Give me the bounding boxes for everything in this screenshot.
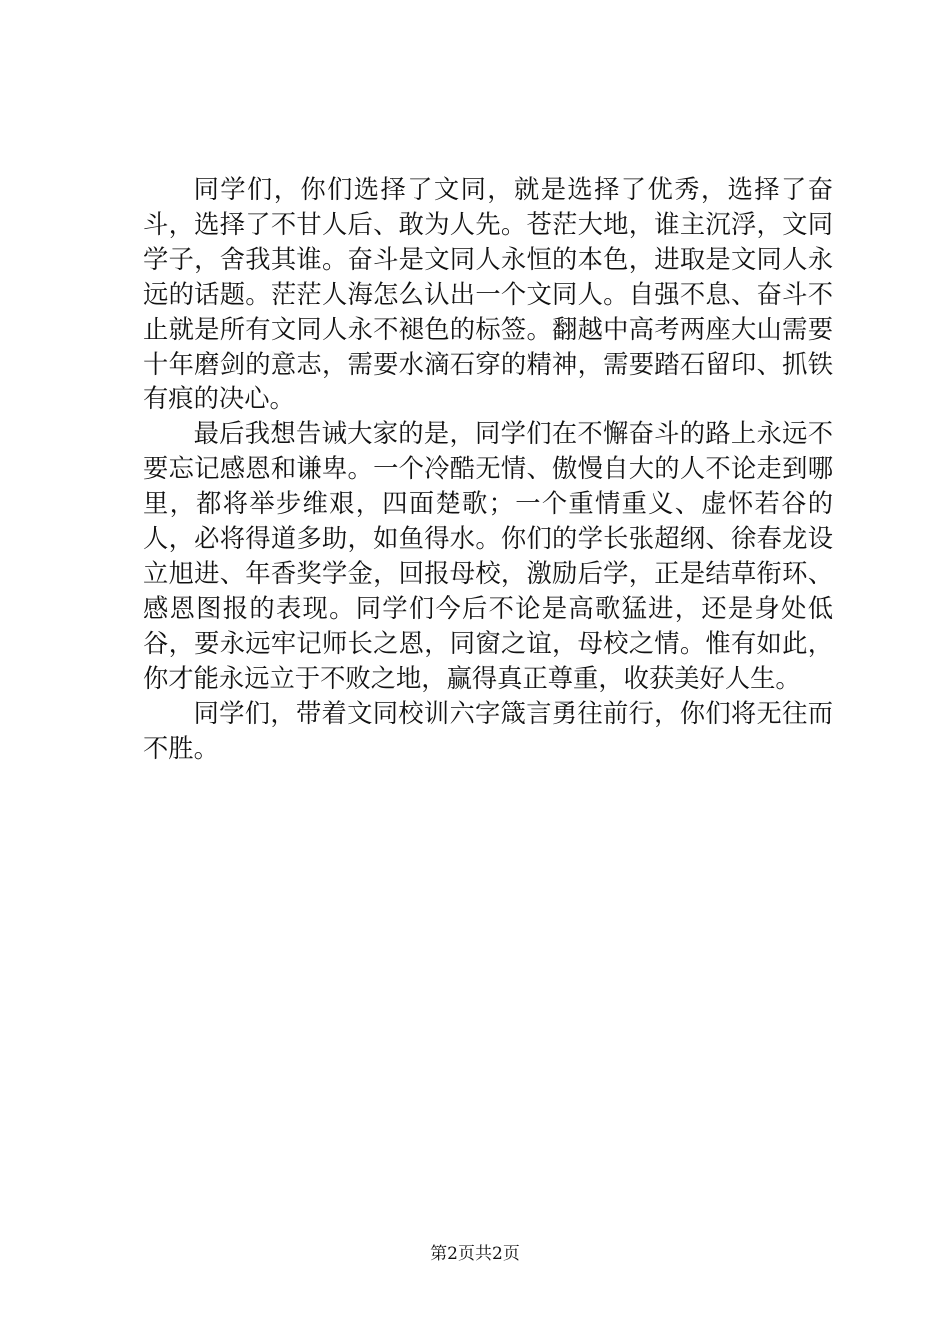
paragraph-2: 最后我想告诫大家的是，同学们在不懈奋斗的路上永远不要忘记感恩和谦卑。一个冷酷无情、傲慢自大的人不论走到哪里，都将举步维艰，四面楚歌；一个重情重义、虚怀若谷的人，必将得道多助，如鱼得水。你们的学长张超纲、徐春龙设立旭进、年香奖学金，回报母校，激励后学，正是结草衔环、感恩图报的表现。同学们今后不论是高歌猛进，还是身处低谷，要永远牢记师长之恩，同窗之谊，母校之情。惟有如此，你才能永远立于不败之地，赢得真正尊重，收获美好人生。 bbox=[143, 419, 833, 693]
page-footer bbox=[0, 1242, 950, 1266]
paragraph-3: 同学们，带着文同校训六字箴言勇往前行，你们将无往而不胜。 bbox=[143, 698, 833, 763]
paragraph-1: 同学们，你们选择了文同，就是选择了优秀，选择了奋斗，选择了不甘人后、敢为人先。苍茫大地，谁主沉浮，文同学子，舍我其谁。奋斗是文同人永恒的本色，进取是文同人永远的话题。茫茫人海怎么认出一个文同人。自强不息、奋斗不止就是所有文同人永不褪色的标签。翻越中高考两座大山需要十年磨剑的意志，需要水滴石穿的精神，需要踏石留印、抓铁有痕的决心。 bbox=[143, 175, 833, 414]
page-total: 共2页 bbox=[475, 1244, 520, 1264]
document-body bbox=[143, 173, 833, 766]
page-number: 第2页 bbox=[430, 1244, 475, 1264]
